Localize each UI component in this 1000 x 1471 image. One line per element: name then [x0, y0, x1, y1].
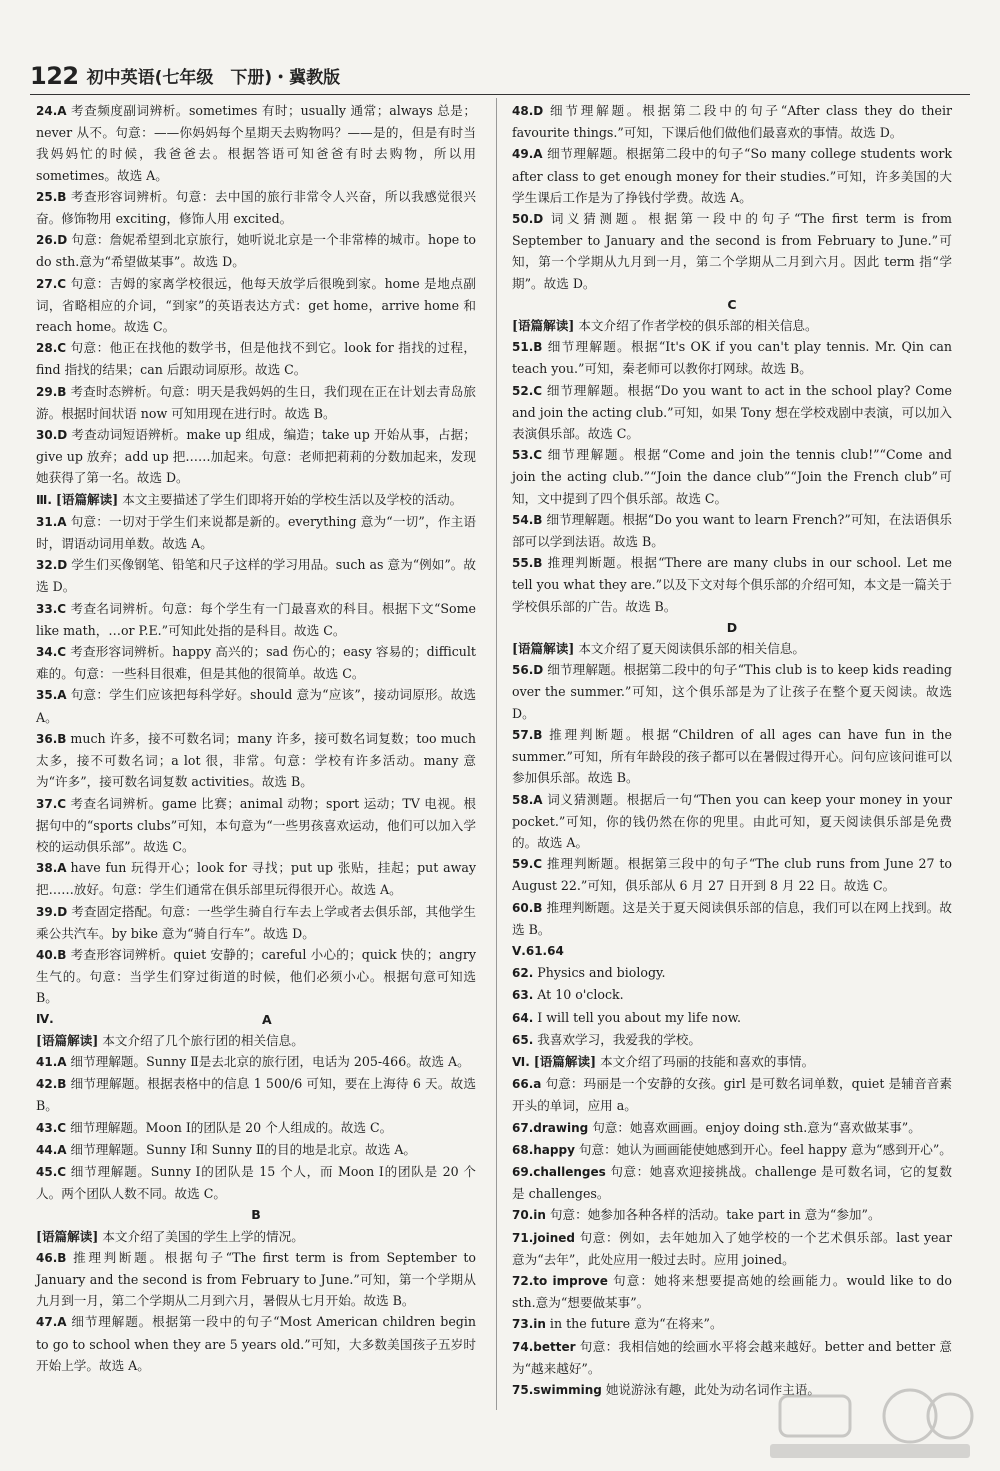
answer-entry [36, 1161, 476, 1204]
answer-entry [36, 337, 476, 380]
explanation-text: I will tell you about my life now. [537, 1009, 742, 1025]
question-number: 55.B [512, 556, 543, 571]
question-number: 67.drawing [512, 1120, 589, 1135]
page-header [30, 56, 340, 90]
question-number: 33.C [36, 601, 67, 616]
question-number: 41.A [36, 1054, 67, 1069]
explanation-text: 句意：吉姆的家离学校很远，他每天放学后很晚到家。home 是地点副词，省略相应的介词，“到家”的英语表达方式：get home，arrive home 和 reach home。故选 C。 [36, 275, 476, 335]
explanation-text: have fun 玩得开心；look for 寻找；put up 张贴，挂起；put away 把……放好。句意：学生们通常在俱乐部里玩得很开心。故选 A。 [36, 860, 476, 898]
explanation-text: 细节理解题。根据第二段中的句子“So many college students work after class to get enough money for their studies.”可知，许多美国的大学生课后工作是为了挣钱付学费。故选 A。 [512, 146, 952, 205]
passage-tag: [语篇解读] [512, 318, 575, 334]
question-number: 59.C [512, 857, 543, 872]
question-number: 62. [512, 966, 534, 981]
answer-entry [512, 1051, 952, 1073]
explanation-text: 学生们买像钢笔、铅笔和尺子这样的学习用品。such as 意为“例如”。故选 D。 [36, 557, 476, 595]
explanation-text: 考查动词短语辨析。make up 组成，编造；take up 开始从事，占据；give up 放弃；add up 把……加起来。句意：老师把莉莉的分数加起来，发现她获得了第一名。故选 D。 [36, 427, 476, 486]
answer-entry [36, 1073, 476, 1116]
answer-entry [36, 489, 476, 511]
answer-entry [512, 962, 952, 984]
question-number: 54.B [512, 512, 543, 527]
explanation-text: 推理判断题。这是关于夏天阅读俱乐部的信息，我们可以在网上找到。故选 B。 [512, 899, 952, 937]
question-number: 45.C [36, 1164, 67, 1179]
answer-entry [512, 336, 952, 379]
explanation-text: 考查名词辨析。句意：每个学生有一门最喜欢的科目。根据下文“Some like math，…or P.E.”可知此处指的是科目。故选 C。 [36, 600, 476, 638]
question-number: 58.A [512, 792, 543, 807]
answer-entry [512, 897, 952, 940]
answer-entry [512, 380, 952, 445]
answer-entry [512, 659, 952, 724]
explanation-text: 细节理解题。根据第二段中的句子“This club is to keep kids reading over the summer.”可知，这个俱乐部是为了让孩子在整个夏天阅读。故选 D。 [512, 662, 952, 721]
answer-entry [36, 1226, 476, 1247]
question-number: 68.happy [512, 1142, 575, 1157]
question-number: 34.C [36, 645, 67, 660]
explanation-text: 细节理解题。Sunny Ⅰ和 Sunny Ⅱ的目的地是北京。故选 A。 [70, 1141, 417, 1157]
answer-entry [512, 100, 952, 143]
question-number: 29.B [36, 384, 67, 399]
explanation-text: 句意：她参加各种各样的活动。take part in 意为“参加”。 [549, 1207, 881, 1223]
answer-entry [512, 984, 952, 1006]
explanation-text: 考查形容词辨析。quiet 安静的；careful 小心的；quick 快的；angry 生气的。句意：当学生们穿过街道的时候，他们必须小心。根据句意可知选 B。 [36, 946, 476, 1006]
column-divider [496, 98, 497, 1410]
explanation-text: At 10 o'clock. [537, 987, 624, 1003]
right-column [512, 100, 952, 1401]
question-number: 48.D [512, 104, 544, 118]
question-number: 38.A [36, 861, 67, 876]
explanation-text: 细节理解题。根据第一段中的句子“Most American children begin to go to school when they are 5 years old.”可知，大多数美国孩子五岁时开始上学。故选 A。 [36, 1314, 476, 1373]
explanation-text: 推理判断题。根据句子“The first term is from September to January and the second is from February to June.”可知，第一个学期从九月到一月，第二个学期从二月到六月，暑假从七月开始。故选 B。 [36, 1249, 476, 1309]
question-number: 57.B [512, 727, 543, 742]
answer-entry [512, 789, 952, 854]
question-number: 71.joined [512, 1230, 575, 1245]
explanation-text: much 许多，接不可数名词；many 许多，接可数名词复数；too much 太多，接不可数名词；a lot 很，非常。句意：学校有许多活动。many 意为“许多”，接可数名词复数 activities。故选 B。 [36, 730, 476, 790]
answer-entry [512, 1379, 952, 1401]
question-number: 25.B [36, 189, 67, 204]
explanation-text: 句意：他正在找他的数学书，但是他找不到它。look for 指找的过程，find 指找的结果；can 后跟动词原形。故选 C。 [36, 340, 476, 378]
explanation-text: 考查时态辨析。句意：明天是我妈妈的生日，我们现在正在计划去青岛旅游。根据时间状语 now 可知用现在进行时。故选 B。 [36, 383, 476, 421]
answer-entry [512, 509, 952, 552]
question-number: 37.C [36, 796, 67, 811]
question-number: 27.C [36, 276, 67, 291]
section-number: Ⅳ. [36, 1011, 54, 1026]
question-number: 24.A [36, 104, 67, 118]
answer-entry [512, 1117, 952, 1139]
explanation-text: 我喜欢学习，我爱我的学校。 [537, 1031, 701, 1047]
passage-tag: [语篇解读] [512, 641, 575, 657]
question-number: 64. [512, 1010, 534, 1025]
answer-entry [36, 554, 476, 597]
explanation-text: 句意：她认为画画能使她感到开心。feel happy 意为“感到开心”。 [578, 1141, 952, 1157]
page-number: 122 [30, 62, 79, 90]
question-number: 70.in [512, 1208, 546, 1223]
explanation-text: 考查形容词辨析。happy 高兴的；sad 伤心的；easy 容易的；difficult 难的。句意：一些科目很难，但是其他的很简单。故选 C。 [36, 644, 476, 682]
explanation-text: 细节理解题。根据“Come and join the tennis club!”“Come and join the acting club.”“Join the dance club”“Join the French club”可知，文中提到了四个俱乐部。故选 C。 [512, 447, 952, 506]
section-letter: D [726, 619, 738, 635]
question-number: 42.B [36, 1077, 67, 1092]
answer-entry [512, 208, 952, 294]
section-number: Ⅲ. [36, 492, 52, 507]
explanation-text: 句意：学生们应该把每科学好。should 意为“应该”，接动词原形。故选 A。 [36, 687, 476, 725]
question-number: 40.B [36, 947, 67, 962]
explanation-text: 本文介绍了夏天阅读俱乐部的相关信息。 [578, 641, 805, 657]
section-letter: C [727, 296, 737, 312]
answer-entry [512, 1227, 952, 1270]
question-number: Ⅴ.61.64 [512, 943, 564, 958]
question-number: 73.in [512, 1317, 546, 1332]
left-column [36, 100, 476, 1376]
answer-entry [512, 1073, 952, 1116]
question-number: 66.a [512, 1077, 542, 1092]
answer-entry [36, 1311, 476, 1376]
question-number: 35.A [36, 688, 67, 703]
question-number: 74.better [512, 1339, 576, 1354]
explanation-text: 句意：詹妮希望到北京旅行，她听说北京是一个非常棒的城市。hope to do sth.意为“希望做某事”。故选 D。 [36, 232, 476, 270]
answer-entry [36, 186, 476, 229]
explanation-text: 细节理解题。根据第二段中的句子“After class they do their favourite things.”可知，下课后他们做他们最喜欢的事情。故选 D。 [512, 103, 952, 141]
question-number: 75.swimming [512, 1382, 602, 1397]
explanation-text: 本文介绍了美国的学生上学的情况。 [102, 1228, 304, 1244]
answer-entry [36, 511, 476, 554]
answer-entry [36, 641, 476, 684]
answer-entry [36, 901, 476, 944]
explanation-text: 句意：一切对于学生们来说都是新的。everything 意为“一切”，作主语时，谓语动词用单数。故选 A。 [36, 513, 476, 552]
header-rule [30, 94, 970, 95]
explanation-text: 句意：例如，去年她加入了她学校的一个艺术俱乐部。last year 意为“去年”，此处应用一般过去时。应用 joined。 [512, 1229, 952, 1267]
explanation-text: 细节理解题。根据“Do you want to learn French?”可知，在法语俱乐部可以学到法语。故选 B。 [512, 511, 952, 550]
answer-entry [36, 273, 476, 338]
answer-entry [36, 1247, 476, 1312]
question-number: 32.D [36, 558, 68, 573]
answer-entry [512, 1336, 952, 1379]
explanation-text: 她说游泳有趣，此处为动名词作主语。 [605, 1381, 820, 1397]
explanation-text: 本文主要描述了学生们即将开始的学校生活以及学校的活动。 [122, 491, 463, 507]
section-number: Ⅵ. [512, 1054, 530, 1069]
answer-entry [36, 728, 476, 793]
answer-entry [512, 552, 952, 617]
question-number: 44.A [36, 1142, 67, 1157]
answer-entry [36, 944, 476, 1009]
answer-entry [512, 853, 952, 896]
question-number: 72.to improve [512, 1273, 608, 1288]
question-number: 65. [512, 1032, 534, 1047]
explanation-text: 细节理解题。Sunny Ⅰ的团队是 15 个人，而 Moon Ⅰ的团队是 20 个人。两个团队人数不同。故选 C。 [36, 1163, 476, 1202]
answer-entry [512, 1161, 952, 1204]
explanation-text: 推理判断题。根据“There are many clubs in our school. Let me tell you what they are.”以及下文对每个俱乐部的介绍可知，本文是一篇关于学校俱乐部的广告。故选 B。 [512, 555, 952, 614]
answer-entry [512, 1204, 952, 1226]
answer-entry [36, 100, 476, 186]
answer-entry [512, 1029, 952, 1051]
explanation-text: 细节理解题。根据“Do you want to act in the school play? Come and join the acting club.”可知，如果 Tony 想在学校戏剧中表演，可以加入表演俱乐部。故选 C。 [512, 382, 952, 442]
explanation-text: 细节理解题。Moon Ⅰ的团队是 20 个人组成的。故选 C。 [70, 1119, 393, 1135]
answer-entry [512, 724, 952, 789]
answer-entry [512, 940, 952, 962]
explanation-text: 本文介绍了几个旅行团的相关信息。 [102, 1032, 304, 1048]
answer-entry [36, 381, 476, 424]
answer-entry [36, 1117, 476, 1139]
question-number: 63. [512, 988, 534, 1003]
answer-entry [512, 638, 952, 659]
explanation-text: 推理判断题。根据第三段中的句子“The club runs from June 27 to August 22.”可知，俱乐部从 6 月 27 日开到 8 月 22 日。故选 C。 [512, 856, 952, 894]
question-number: 47.A [36, 1315, 67, 1330]
question-number: 26.D [36, 233, 68, 248]
explanation-text: 词义猜测题。根据第一段中的句子“The first term is from September to January and the second is from February to June.”可知，第一个学期从九月到一月，第二个学期从二月到六月。因此 term 指“学期”。故选 D。 [512, 211, 952, 291]
question-number: 30.D [36, 428, 68, 443]
passage-tag: [语篇解读] [36, 1032, 99, 1048]
answer-entry [36, 424, 476, 489]
explanation-text: 考查频度副词辨析。sometimes 有时；usually 通常；always 总是；never 从不。句意：——你妈妈每个星期天去购物吗？——是的，但是有时当我妈妈忙的时候，我爸爸去。根据答语可知爸爸有时去购物，所以用 sometimes。故选 A。 [36, 103, 476, 183]
question-number: 28.C [36, 341, 67, 356]
explanation-text: 句意：她喜欢画画。enjoy doing sth.意为“喜欢做某事”。 [592, 1119, 921, 1135]
question-number: 39.D [36, 904, 68, 919]
answer-entry [36, 793, 476, 858]
answer-entry [36, 1009, 476, 1030]
answer-entry [36, 229, 476, 272]
explanation-text: in the future 意为“在将来”。 [549, 1316, 723, 1332]
answer-entry [36, 598, 476, 641]
answer-entry [36, 857, 476, 900]
passage-tag: [语篇解读] [36, 1228, 99, 1244]
explanation-text: 细节理解题。根据表格中的信息 1 500/6 可知，要在上海待 6 天。故选 B。 [36, 1076, 476, 1114]
question-number: 46.B [36, 1250, 67, 1265]
explanation-text: 句意：我相信她的绘画水平将会越来越好。better and better 意为“越来越好”。 [512, 1338, 952, 1376]
question-number: 56.D [512, 663, 544, 678]
passage-tag: [语篇解读] [55, 491, 119, 507]
book-title: 初中英语(七年级 下册)・冀教版 [86, 68, 341, 88]
answer-entry [512, 1007, 952, 1029]
answer-entry [512, 315, 952, 336]
answer-entry [512, 1313, 952, 1335]
explanation-text: 细节理解题。根据“It's OK if you can't play tennis. Mr. Qin can teach you.”可知，秦老师可以教你打网球。故选 B。 [512, 339, 952, 377]
section-letter: A [262, 1011, 272, 1027]
explanation-text: 考查固定搭配。句意：一些学生骑自行车去上学或者去俱乐部，其他学生乘公共汽车。by bike 意为“骑自行车”。故选 D。 [36, 903, 476, 941]
explanation-text: 词义猜测题。根据后一句“Then you can keep your money in your pocket.”可知，你的钱仍然在你的兜里。由此可知，夏天阅读俱乐部是免费的。故选 A。 [512, 791, 952, 850]
answer-entry [512, 1139, 952, 1161]
answer-entry [512, 444, 952, 509]
question-number: 60.B [512, 900, 543, 915]
explanation-text: 句意：玛丽是一个安静的女孩。girl 是可数名词单数，quiet 是辅音音素开头的单词，应用 a。 [512, 1076, 952, 1114]
explanation-text: 细节理解题。Sunny Ⅱ是去北京的旅行团，电话为 205-466。故选 A。 [70, 1053, 470, 1069]
answer-entry [512, 1270, 952, 1313]
question-number: 51.B [512, 340, 543, 355]
answer-entry [512, 143, 952, 208]
explanation-text: 本文介绍了玛丽的技能和喜欢的事情。 [600, 1053, 815, 1069]
answer-entry [36, 1139, 476, 1161]
explanation-text: 推理判断题。根据“Children of all ages can have fun in the summer.”可知，所有年龄段的孩子都可以在暑假过得开心。问句应该问谁可以参加俱乐部。故选 B。 [512, 726, 952, 786]
question-number: 52.C [512, 383, 543, 398]
section-letter: B [251, 1207, 261, 1223]
question-number: 36.B [36, 731, 67, 746]
explanation-text: 本文介绍了作者学校的俱乐部的相关信息。 [578, 318, 818, 334]
question-number: 31.A [36, 514, 67, 529]
question-number: 69.challenges [512, 1164, 606, 1179]
passage-tag: [语篇解读] [533, 1053, 597, 1069]
explanation-text: 考查形容词辨析。句意：去中国的旅行非常令人兴奋，所以我感觉很兴奋。修饰物用 exciting，修饰人用 excited。 [36, 188, 476, 227]
question-number: 53.C [512, 448, 543, 463]
answer-entry [36, 684, 476, 727]
explanation-text: 句意：她喜欢迎接挑战。challenge 是可数名词，它的复数是 challenges。 [512, 1163, 952, 1202]
explanation-text: Physics and biology. [537, 965, 666, 981]
question-number: 49.A [512, 147, 543, 162]
explanation-text: 考查名词辨析。game 比赛；animal 动物；sport 运动；TV 电视。根据句中的“sports clubs”可知，本句意为“一些男孩喜欢运动，他们可以加入学校的运动俱乐部”。故选 C。 [36, 795, 476, 854]
answer-entry [36, 1051, 476, 1073]
explanation-text: 句意：她将来想要提高她的绘画能力。would like to do sth.意为“想要做某事”。 [512, 1272, 952, 1311]
answer-entry [36, 1030, 476, 1051]
question-number: 43.C [36, 1120, 67, 1135]
question-number: 50.D [512, 212, 544, 227]
